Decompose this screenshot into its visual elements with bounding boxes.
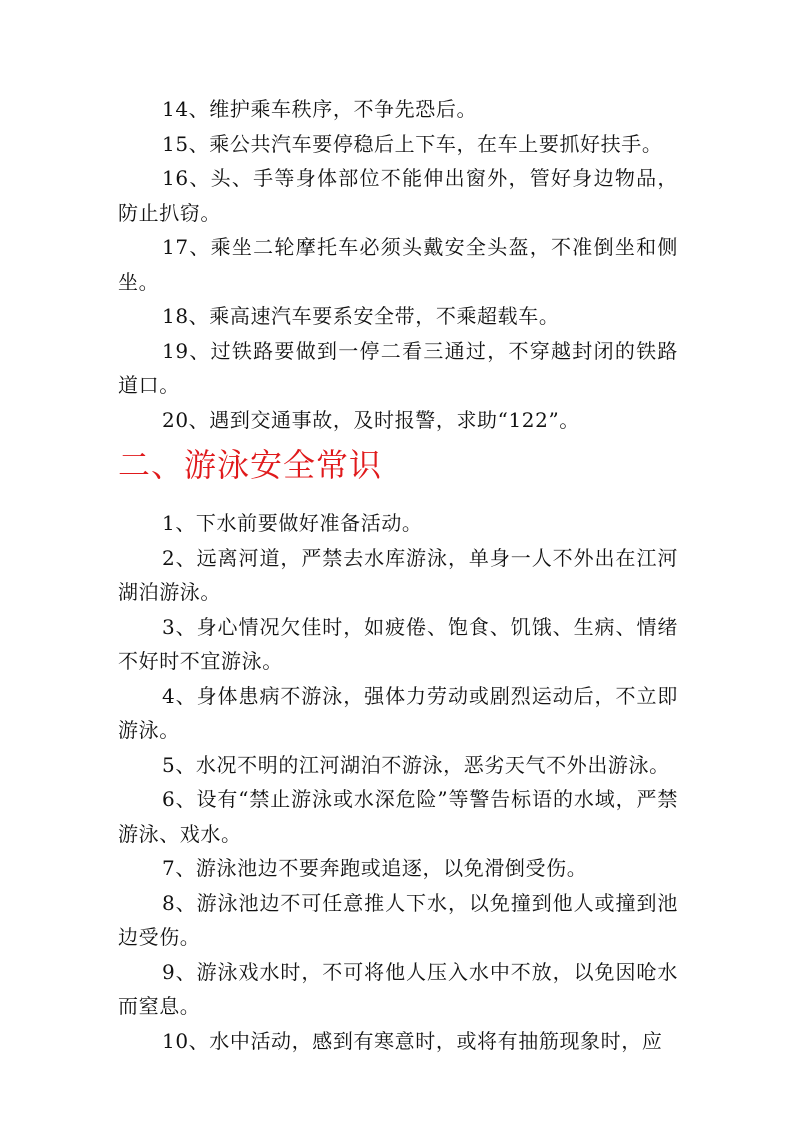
list-item: 17、乘坐二轮摩托车必须头戴安全头盔，不准倒坐和侧坐。 (118, 235, 678, 294)
list-item: 19、过铁路要做到一停二看三通过，不穿越封闭的铁路道口。 (118, 338, 678, 397)
list-item: 5、水况不明的江河湖泊不游泳，恶劣天气不外出游泳。 (162, 752, 670, 777)
list-item: 9、游泳戏水时，不可将他人压入水中不放，以免因呛水而窒息。 (118, 959, 678, 1018)
traffic-safety-list (118, 92, 678, 437)
list-item: 10、水中活动，感到有寒意时，或将有抽筋现象时，应 (162, 1028, 663, 1053)
list-item: 4、身体患病不游泳，强体力劳动或剧烈运动后，不立即游泳。 (118, 683, 678, 742)
list-item: 2、远离河道，严禁去水库游泳，单身一人不外出在江河湖泊游泳。 (118, 545, 678, 604)
list-item: 20、遇到交通事故，及时报警，求助“122”。 (162, 407, 580, 432)
list-item: 15、乘公共汽车要停稳后上下车，在车上要抓好扶手。 (162, 131, 663, 156)
list-item: 16、头、手等身体部位不能伸出窗外，管好身边物品，防止扒窃。 (118, 166, 678, 225)
list-item: 7、游泳池边不要奔跑或追逐，以免滑倒受伤。 (162, 856, 588, 880)
list-item: 8、游泳池边不可任意推人下水，以免撞到他人或撞到池边受伤。 (118, 890, 678, 949)
list-item: 3、身心情况欠佳时，如疲倦、饱食、饥饿、生病、情绪不好时不宜游泳。 (118, 614, 678, 673)
list-item: 14、维护乘车秩序，不争先恐后。 (162, 97, 478, 121)
list-item: 6、设有“禁止游泳或水深危险”等警告标语的水域，严禁游泳、戏水。 (118, 787, 678, 846)
list-item: 1、下水前要做好准备活动。 (162, 511, 423, 535)
list-item: 18、乘高速汽车要系安全带，不乘超载车。 (162, 304, 560, 328)
section-heading-swimming: 二、游泳安全常识 (118, 446, 383, 484)
swimming-safety-list (118, 506, 678, 1058)
